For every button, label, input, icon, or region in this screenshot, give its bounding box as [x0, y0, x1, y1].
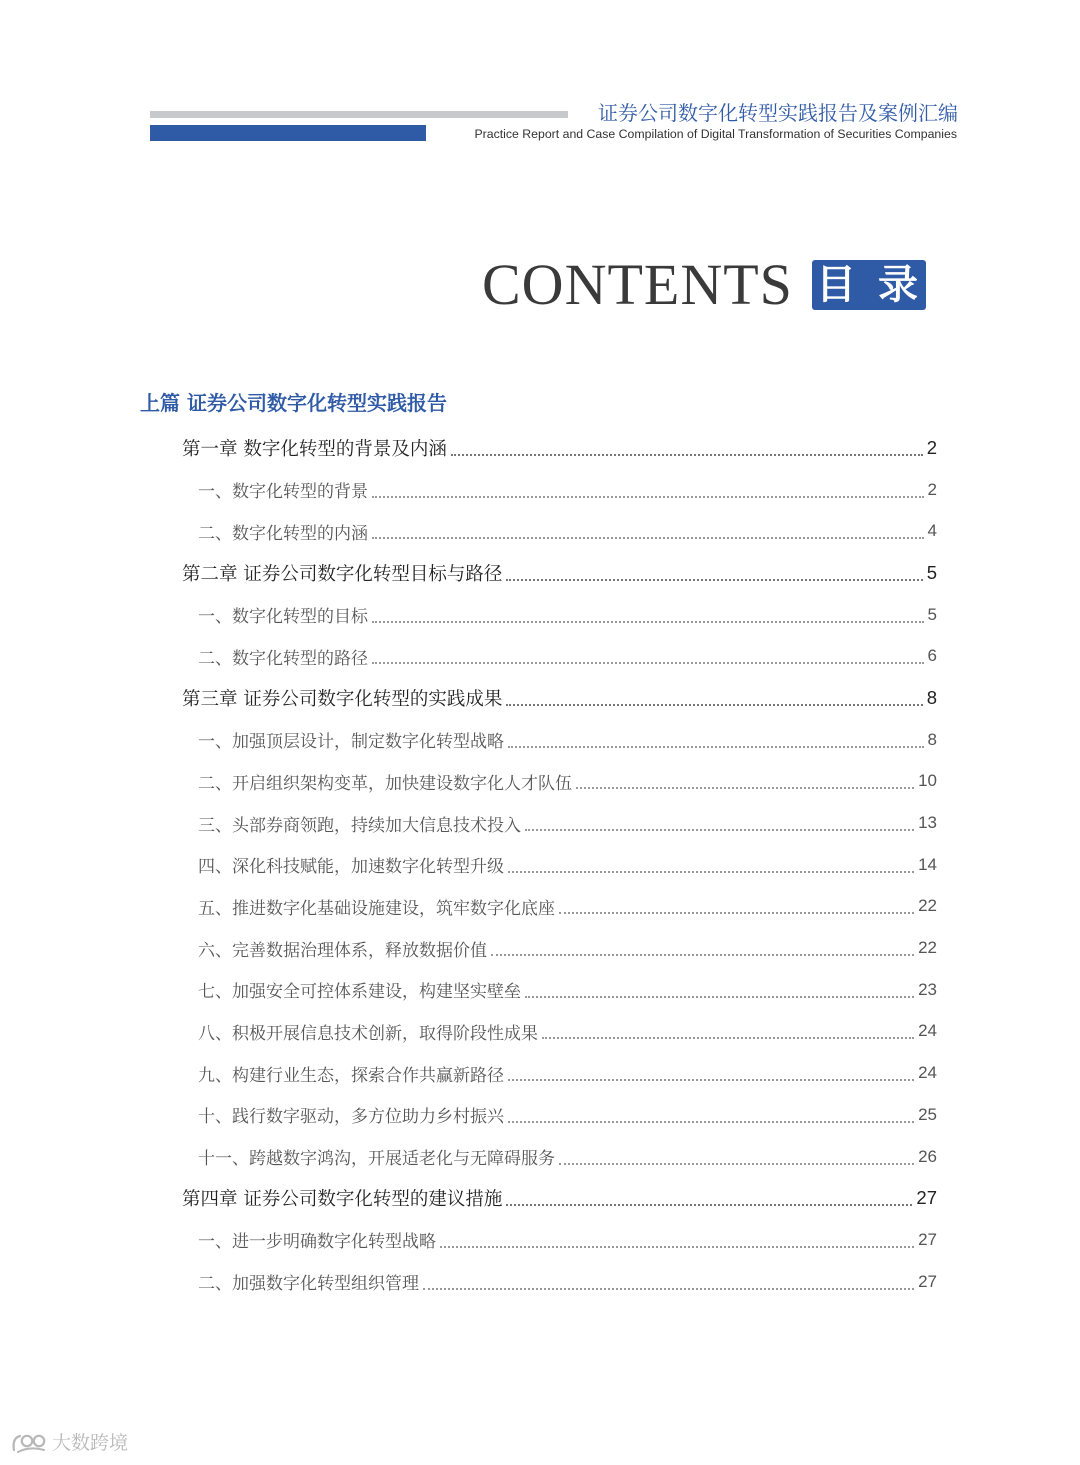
toc-section-entry[interactable] — [198, 1261, 937, 1303]
toc-section-entry[interactable] — [198, 802, 937, 844]
toc-entry-label: 第二章 证券公司数字化转型目标与路径 — [182, 563, 503, 585]
toc-page-number: 8 — [926, 686, 937, 708]
toc-dot-leader — [423, 1288, 914, 1290]
toc-page-number: 14 — [918, 854, 937, 874]
toc-dot-leader — [508, 871, 914, 873]
toc-entry-label: 六、完善数据治理体系，释放数据价值 — [198, 940, 487, 961]
toc-entry-label: 九、构建行业生态，探索合作共赢新路径 — [198, 1065, 504, 1086]
toc-section-entry[interactable] — [198, 761, 937, 803]
toc-entry-label: 二、数字化转型的路径 — [198, 648, 368, 669]
toc-entry-label: 第一章 数字化转型的背景及内涵 — [182, 438, 447, 460]
toc-page-number: 27 — [918, 1229, 937, 1249]
toc-page-number: 23 — [918, 979, 937, 999]
toc-page-number: 2 — [927, 479, 937, 499]
toc-dot-leader — [508, 746, 924, 748]
toc-chapter-entry[interactable] — [182, 677, 937, 719]
header-blue-bar — [150, 125, 426, 141]
contents-badge: 目 录 — [812, 260, 926, 310]
toc-section-entry[interactable] — [198, 927, 937, 969]
toc-entry-label: 三、头部券商领跑，持续加大信息技术投入 — [198, 815, 521, 836]
toc-dot-leader — [372, 496, 924, 498]
toc-entry-label: 二、开启组织架构变革，加快建设数字化人才队伍 — [198, 773, 572, 794]
toc-entry-label: 十、践行数字驱动，多方位助力乡村振兴 — [198, 1107, 504, 1128]
toc-page-number: 5 — [927, 604, 937, 624]
toc-section-entry[interactable] — [198, 1219, 937, 1261]
table-of-contents — [0, 427, 1080, 1302]
toc-dot-leader — [506, 704, 922, 706]
header-title: 证券公司数字化转型实践报告及案例汇编 — [598, 101, 958, 125]
toc-entry-label: 第三章 证券公司数字化转型的实践成果 — [182, 688, 503, 710]
toc-page-number: 13 — [918, 813, 937, 833]
toc-dot-leader — [372, 537, 924, 539]
toc-entry-label: 二、数字化转型的内涵 — [198, 523, 368, 544]
toc-entry-label: 五、推进数字化基础设施建设，筑牢数字化底座 — [198, 898, 555, 919]
toc-entry-label: 八、积极开展信息技术创新，取得阶段性成果 — [198, 1023, 538, 1044]
toc-section-entry[interactable] — [198, 969, 937, 1011]
toc-page-number: 25 — [918, 1104, 937, 1124]
toc-section-entry[interactable] — [198, 1052, 937, 1094]
watermark-text: 大数跨境 — [52, 1432, 129, 1454]
toc-dot-leader — [506, 1204, 912, 1206]
header-subtitle: Practice Report and Case Compilation of Digital Transformation of Securities Companies — [474, 127, 957, 141]
toc-page-number: 22 — [918, 896, 937, 916]
toc-dot-leader — [451, 454, 923, 456]
contents-heading: CONTENTS — [482, 252, 793, 317]
toc-entry-label: 一、数字化转型的背景 — [198, 482, 368, 503]
toc-page-number: 6 — [927, 646, 937, 666]
toc-page-number: 27 — [918, 1271, 937, 1291]
toc-page-number: 26 — [918, 1146, 937, 1166]
part-title: 上篇 证券公司数字化转型实践报告 — [140, 391, 447, 415]
toc-entry-label: 四、深化科技赋能，加速数字化转型升级 — [198, 857, 504, 878]
toc-section-entry[interactable] — [198, 594, 937, 636]
toc-entry-label: 十一、跨越数字鸿沟，开展适老化与无障碍服务 — [198, 1149, 555, 1170]
toc-dot-leader — [542, 1037, 914, 1039]
toc-dot-leader — [372, 621, 924, 623]
toc-page-number: 2 — [926, 436, 937, 458]
toc-page-number: 24 — [918, 1063, 937, 1083]
toc-page-number: 5 — [926, 561, 937, 583]
header-gray-bar — [150, 111, 568, 118]
toc-dot-leader — [525, 829, 914, 831]
toc-entry-label: 二、加强数字化转型组织管理 — [198, 1274, 419, 1295]
toc-entry-label: 一、进一步明确数字化转型战略 — [198, 1232, 436, 1253]
toc-page-number: 24 — [918, 1021, 937, 1041]
toc-page-number: 8 — [927, 729, 937, 749]
toc-page-number: 22 — [918, 938, 937, 958]
toc-dot-leader — [506, 579, 922, 581]
toc-section-entry[interactable] — [198, 719, 937, 761]
toc-entry-label: 一、加强顶层设计，制定数字化转型战略 — [198, 732, 504, 753]
toc-chapter-entry[interactable] — [182, 427, 937, 469]
toc-dot-leader — [559, 1163, 914, 1165]
toc-dot-leader — [525, 996, 914, 998]
toc-dot-leader — [576, 787, 914, 789]
watermark — [10, 1430, 128, 1456]
toc-dot-leader — [559, 912, 914, 914]
toc-dot-leader — [508, 1121, 914, 1123]
toc-section-entry[interactable] — [198, 886, 937, 928]
toc-entry-label: 七、加强安全可控体系建设，构建坚实壁垒 — [198, 982, 521, 1003]
toc-entry-label: 一、数字化转型的目标 — [198, 607, 368, 628]
toc-dot-leader — [508, 1079, 914, 1081]
toc-entry-label: 第四章 证券公司数字化转型的建议措施 — [182, 1189, 503, 1211]
toc-section-entry[interactable] — [198, 1136, 937, 1178]
toc-page-number: 4 — [927, 521, 937, 541]
toc-section-entry[interactable] — [198, 1094, 937, 1136]
toc-page-number: 10 — [918, 771, 937, 791]
toc-page-number: 27 — [916, 1187, 937, 1209]
toc-dot-leader — [491, 954, 914, 956]
bigdata-logo-icon — [10, 1430, 50, 1456]
toc-chapter-entry[interactable] — [182, 1177, 937, 1219]
toc-dot-leader — [440, 1246, 914, 1248]
toc-section-entry[interactable] — [198, 844, 937, 886]
toc-section-entry[interactable] — [198, 469, 937, 511]
toc-section-entry[interactable] — [198, 510, 937, 552]
toc-chapter-entry[interactable] — [182, 552, 937, 594]
toc-dot-leader — [372, 662, 924, 664]
toc-section-entry[interactable] — [198, 1011, 937, 1053]
toc-section-entry[interactable] — [198, 635, 937, 677]
